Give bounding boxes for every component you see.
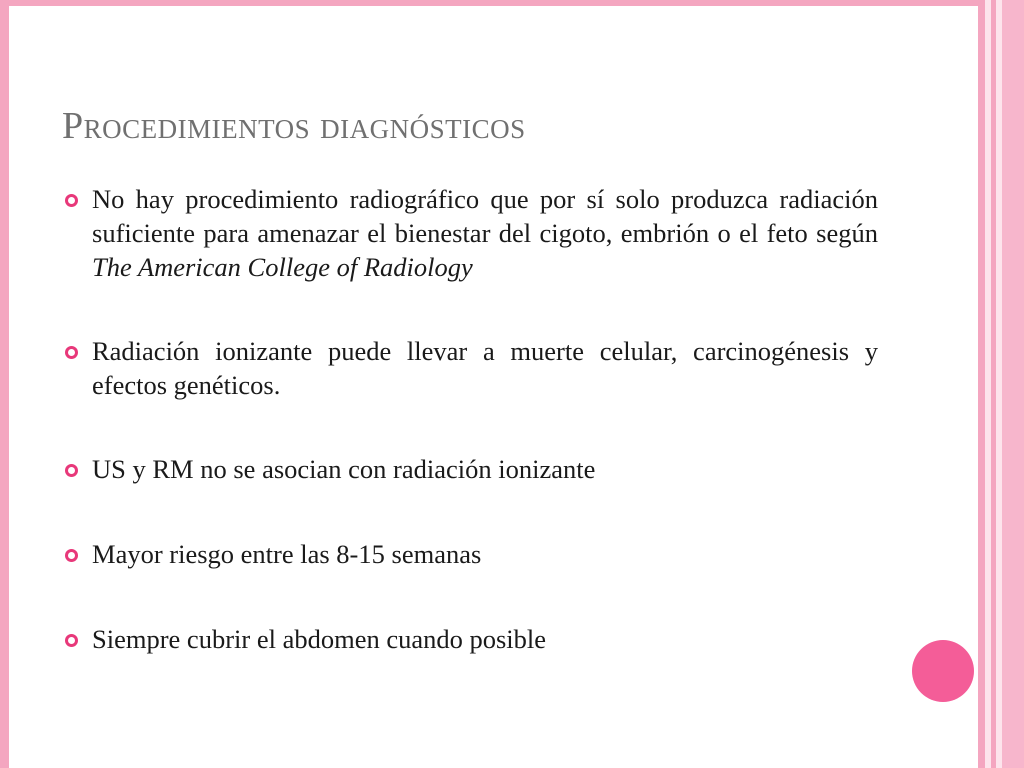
- bullet-list: [62, 182, 878, 656]
- bullet-item: [62, 182, 878, 284]
- bullet-item: [62, 537, 878, 571]
- right-stripe: [1002, 0, 1024, 768]
- bullet-text: US y RM no se asocian con radiación ionizante: [92, 454, 596, 484]
- top-border-stripe: [0, 0, 1024, 6]
- decorative-pink-circle: [912, 640, 974, 702]
- bullet-emphasis: The American College of Radiology: [92, 252, 473, 282]
- bullet-text: No hay procedimiento radiográfico que por sí solo produzca radiación suficiente para amenazar el bienestar del cigoto, embrión o el feto según: [92, 184, 878, 248]
- bullet-text: Radiación ionizante puede llevar a muerte celular, carcinogénesis y efectos genéticos.: [92, 336, 878, 400]
- left-border-stripe: [0, 0, 9, 768]
- bullet-ring-icon: [65, 346, 78, 359]
- bullet-text: Siempre cubrir el abdomen cuando posible: [92, 624, 547, 654]
- bullet-ring-icon: [65, 634, 78, 647]
- bullet-text: Mayor riesgo entre las 8-15 semanas: [92, 539, 482, 569]
- bullet-item: [62, 622, 878, 656]
- right-stripe: [978, 0, 985, 768]
- bullet-item: [62, 334, 878, 402]
- slide-title: Procedimientos diagnósticos: [62, 105, 526, 147]
- bullet-ring-icon: [65, 549, 78, 562]
- bullet-ring-icon: [65, 464, 78, 477]
- bullet-item: [62, 452, 878, 486]
- bullet-ring-icon: [65, 194, 78, 207]
